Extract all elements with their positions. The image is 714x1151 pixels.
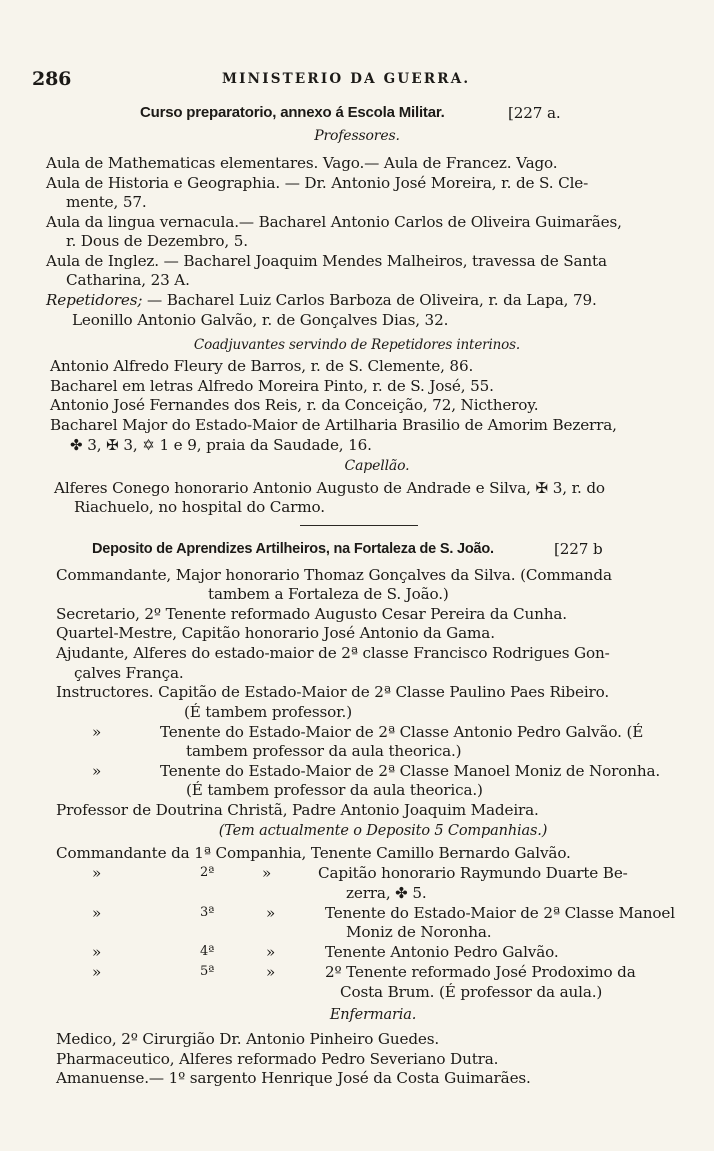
ditto-mark: »: [92, 762, 102, 780]
text-line: Aula de Inglez. — Bacharel Joaquim Mendes Malheiros, travessa de Santa: [46, 252, 607, 270]
professores-heading: Professores.: [314, 128, 400, 144]
text-line: r. Dous de Dezembro, 5.: [66, 232, 248, 250]
company-number: 3ª: [200, 905, 215, 920]
section1-title: Curso preparatorio, annexo á Escola Militar.: [140, 104, 445, 121]
text-line: Tenente do Estado-Maior de 2ª Classe Antonio Pedro Galvão. (É: [160, 723, 644, 741]
enfermaria-heading: Enfermaria.: [329, 1007, 417, 1023]
text-line: Commandante da 1ª Companhia, Tenente Camillo Bernardo Galvão.: [56, 844, 571, 862]
text-line: Bacharel Major do Estado-Maior de Artilharia Brasilio de Amorim Bezerra,: [50, 416, 617, 434]
text-line: Instructores. Capitão de Estado-Maior de 2ª Classe Paulino Paes Ribeiro.: [56, 683, 610, 701]
text-line: (É tambem professor da aula theorica.): [186, 781, 483, 799]
text-line: Antonio José Fernandes dos Reis, r. da Conceição, 72, Nictheroy.: [50, 396, 539, 414]
repetidores-label: Repetidores;: [46, 291, 143, 309]
company-officer: 2º Tenente reformado José Prodoximo da: [325, 963, 636, 981]
company-number: 5ª: [200, 964, 215, 979]
ditto-mark: »: [262, 864, 272, 882]
text-line: mente, 57.: [66, 193, 147, 211]
company-officer-cont: zerra, ✤ 5.: [346, 884, 427, 902]
text-line: Tenente do Estado-Maior de 2ª Classe Manoel Moniz de Noronha.: [160, 762, 661, 780]
text-line: çalves França.: [74, 664, 184, 682]
companhias-note: (Tem actualmente o Deposito 5 Companhias.): [218, 823, 548, 839]
text-line: Pharmaceutico, Alferes reformado Pedro Severiano Dutra.: [56, 1050, 499, 1068]
section1-ref: [227 a.: [508, 104, 561, 122]
text-line: Commandante, Major honorario Thomaz Gonçalves da Silva. (Commanda: [56, 566, 612, 584]
section2-title: Deposito de Aprendizes Artilheiros, na Fortaleza de S. João.: [92, 541, 494, 557]
text-line: Aula de Historia e Geographia. — Dr. Antonio José Moreira, r. de S. Cle-: [46, 174, 589, 192]
text-line: Quartel-Mestre, Capitão honorario José Antonio da Gama.: [56, 624, 495, 642]
text-line: Riachuelo, no hospital do Carmo.: [74, 498, 325, 516]
ditto-mark: »: [266, 943, 276, 961]
text-line: Aula de Mathematicas elementares. Vago.— Aula de Francez. Vago.: [46, 154, 558, 172]
running-title: MINISTERIO DA GUERRA.: [222, 71, 471, 87]
text-line: tambem a Fortaleza de S. João.): [208, 585, 449, 603]
repetidores-line: [46, 291, 597, 309]
company-officer-cont: Moniz de Noronha.: [346, 923, 492, 941]
ditto-mark: »: [92, 864, 102, 882]
company-officer-cont: Costa Brum. (É professor da aula.): [340, 983, 603, 1001]
ditto-mark: »: [92, 723, 102, 741]
text-line: Amanuense.— 1º sargento Henrique José da Costa Guimarães.: [56, 1069, 531, 1087]
ditto-mark: »: [92, 904, 102, 922]
text-line: (É tambem professor.): [184, 703, 352, 721]
text-line: tambem professor da aula theorica.): [186, 742, 462, 760]
text-line: Antonio Alfredo Fleury de Barros, r. de S. Clemente, 86.: [50, 357, 474, 375]
company-officer: Tenente do Estado-Maior de 2ª Classe Manoel: [325, 904, 675, 922]
text-line: Aula da lingua vernacula.— Bacharel Antonio Carlos de Oliveira Guimarães,: [46, 213, 622, 231]
section2-ref: [227 b: [554, 540, 603, 558]
ditto-mark: »: [266, 963, 276, 981]
text-line: Secretario, 2º Tenente reformado Augusto Cesar Pereira da Cunha.: [56, 605, 567, 623]
ditto-mark: »: [266, 904, 276, 922]
page-number: 286: [32, 68, 72, 90]
ditto-mark: »: [92, 963, 102, 981]
text-line: Professor de Doutrina Christã, Padre Antonio Joaquim Madeira.: [56, 801, 539, 819]
text-line: Leonillo Antonio Galvão, r. de Gonçalves Dias, 32.: [72, 311, 449, 329]
text-line: Alferes Conego honorario Antonio Augusto de Andrade e Silva, ✠ 3, r. do: [54, 479, 605, 497]
repetidores-text: — Bacharel Luiz Carlos Barboza de Oliveira, r. da Lapa, 79.: [142, 291, 597, 309]
text-line: Bacharel em letras Alfredo Moreira Pinto, r. de S. José, 55.: [50, 377, 494, 395]
capellao-heading: Capellão.: [344, 458, 410, 474]
section-divider: [300, 525, 418, 526]
company-number: 4ª: [200, 944, 215, 959]
company-officer: Capitão honorario Raymundo Duarte Be-: [318, 864, 628, 882]
text-line: Ajudante, Alferes do estado-maior de 2ª classe Francisco Rodrigues Gon-: [56, 644, 610, 662]
text-line: ✤ 3, ✠ 3, ✡ 1 e 9, praia da Saudade, 16.: [70, 436, 372, 454]
coadjuvantes-heading: Coadjuvantes servindo de Repetidores interinos.: [193, 337, 521, 353]
company-officer: Tenente Antonio Pedro Galvão.: [325, 943, 559, 961]
ditto-mark: »: [92, 943, 102, 961]
text-line: Catharina, 23 A.: [66, 271, 190, 289]
company-number: 2ª: [200, 865, 215, 880]
text-line: Medico, 2º Cirurgião Dr. Antonio Pinheiro Guedes.: [56, 1030, 440, 1048]
